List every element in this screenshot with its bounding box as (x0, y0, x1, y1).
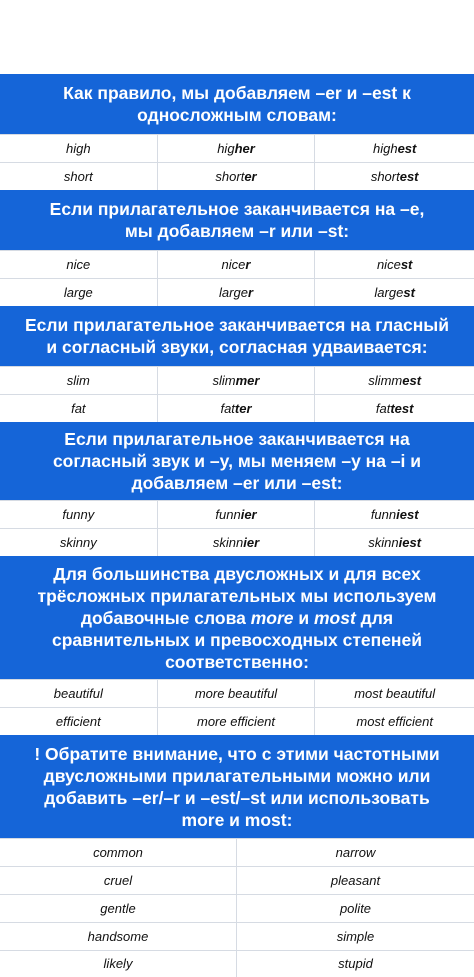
header-line: трёсложных прилагательных мы используем (37, 585, 437, 606)
table-cell: fat (0, 395, 158, 422)
header-line: добавить –er/–r и –est/–st или использовать (44, 787, 430, 808)
section-4-header (0, 422, 474, 500)
table-cell: large (0, 279, 158, 306)
table-cell: slim (0, 367, 158, 394)
table-cell: pleasant (330, 873, 381, 888)
table-cell: fatter (158, 395, 316, 422)
header-line: more и most: (181, 809, 293, 830)
table-cell: handsome (0, 923, 237, 950)
table-cell: shorter (158, 163, 316, 190)
table-cell: nicest (376, 257, 413, 272)
table-cell: larger (158, 279, 316, 306)
table-row (0, 838, 474, 866)
table-row (0, 866, 474, 894)
header-line: соответственно: (165, 651, 309, 672)
table-cell: skinniest (368, 535, 422, 550)
header-line: Если прилагательное заканчивается на гласный (24, 315, 450, 335)
table-row (0, 894, 474, 922)
table-cell: efficient (0, 708, 158, 735)
section-1-header (0, 74, 474, 134)
table-cell: skinnier (158, 529, 316, 556)
table-row (0, 707, 474, 735)
table-cell: nice (0, 251, 158, 278)
table-cell: highest (372, 141, 417, 156)
header-line: мы добавляем –r или –st: (124, 221, 350, 241)
table-cell: cruel (0, 867, 237, 894)
table-cell: nicer (158, 251, 316, 278)
table-cell: higher (158, 135, 316, 162)
table-row (0, 528, 474, 556)
table-row (0, 162, 474, 190)
table-cell: likely (0, 951, 237, 977)
table-row (0, 394, 474, 422)
header-line: Как правило, мы добавляем –er и –est к (63, 83, 411, 103)
table-cell: skinny (0, 529, 158, 556)
table-cell: narrow (335, 845, 376, 860)
table-row (0, 278, 474, 306)
table-row (0, 922, 474, 950)
table-cell: more efficient (158, 708, 316, 735)
header-line: сравнительных и превосходных степеней (51, 629, 422, 650)
table-cell: slimmer (158, 367, 316, 394)
table-cell: high (0, 135, 158, 162)
header-line: односложным словам: (137, 105, 337, 125)
section-5-header (0, 556, 474, 679)
table-row (0, 500, 474, 528)
table-row (0, 679, 474, 707)
table-cell: more beautiful (158, 680, 316, 707)
table-cell: polite (339, 901, 372, 916)
table-row (0, 250, 474, 278)
header-line: согласный звук и –y, мы меняем –y на –i и (52, 451, 422, 471)
table-cell: funnier (158, 501, 316, 528)
header-line: добавочные слова more и most для (80, 607, 394, 628)
table-cell: stupid (338, 956, 373, 971)
header-line: Если прилагательное заканчивается на –e, (49, 199, 425, 219)
table-row (0, 366, 474, 394)
table-cell: short (0, 163, 158, 190)
table-cell: simple (336, 929, 375, 944)
table-cell: beautiful (0, 680, 158, 707)
table-cell: funny (0, 501, 158, 528)
table-cell: funniest (370, 507, 419, 522)
header-line: Для большинства двусложных и для всех (53, 563, 421, 584)
table-cell: common (0, 839, 237, 866)
header-line: ! Обратите внимание, что с этими частотными (34, 743, 440, 764)
header-line: и согласный звуки, согласная удваивается: (46, 337, 428, 357)
top-margin (0, 0, 474, 74)
header-line: Если прилагательное заканчивается на (64, 429, 410, 449)
table-cell: fattest (375, 401, 414, 416)
section-2-header (0, 190, 474, 250)
table-cell: shortest (370, 169, 419, 184)
table-row (0, 134, 474, 162)
header-line: добавляем –er или –est: (131, 473, 343, 493)
table-row (0, 950, 474, 977)
table-cell: most beautiful (354, 686, 436, 701)
header-line: двусложными прилагательными можно или (43, 765, 431, 786)
table-cell: largest (374, 285, 415, 300)
table-cell: gentle (0, 895, 237, 922)
section-6-header (0, 735, 474, 838)
section-3-header (0, 306, 474, 366)
table-cell: most efficient (356, 714, 433, 729)
table-cell: slimmest (368, 373, 422, 388)
